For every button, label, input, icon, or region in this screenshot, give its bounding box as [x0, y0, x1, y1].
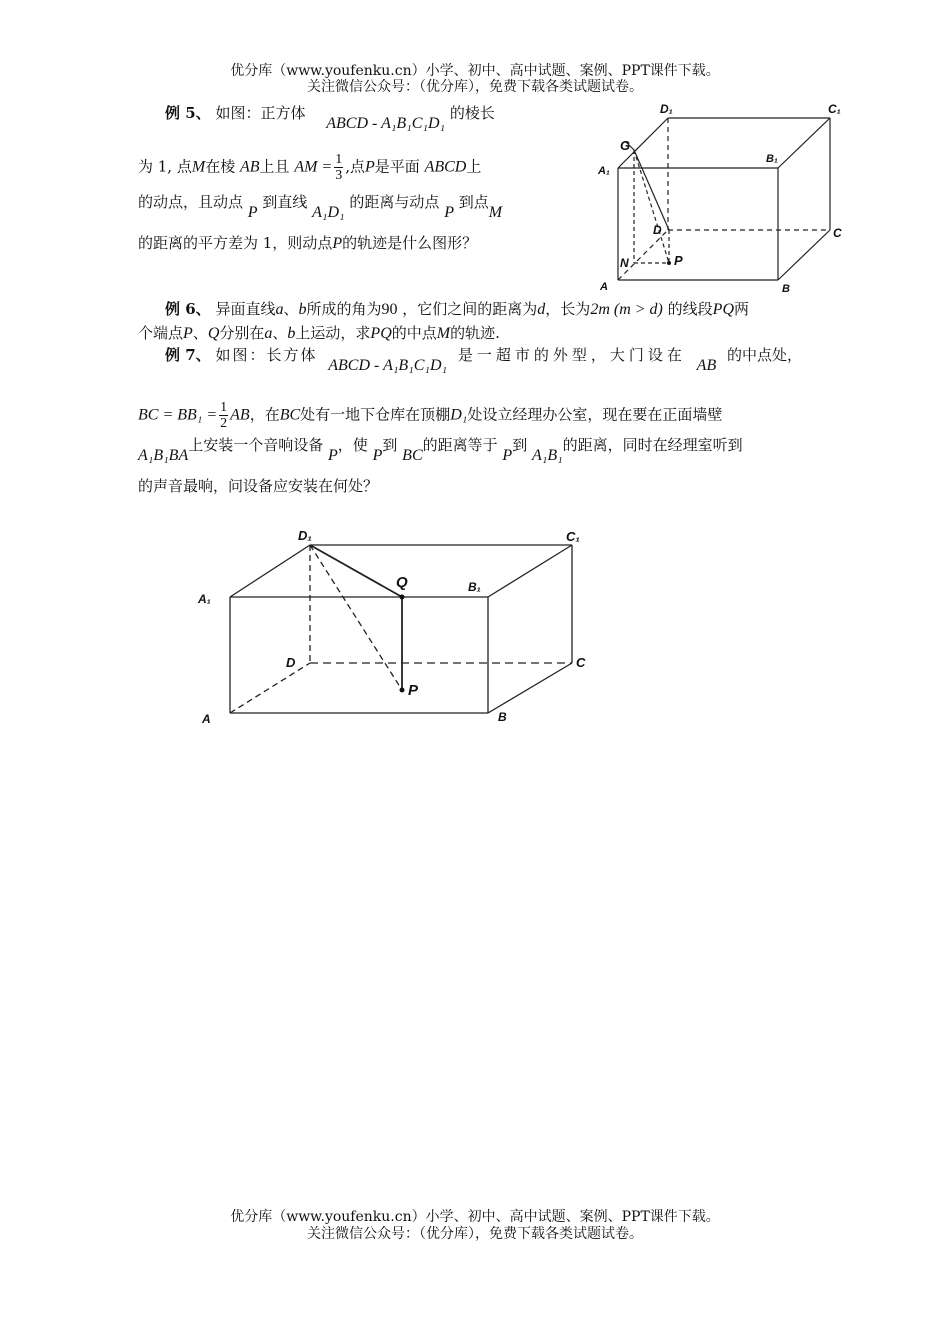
ex7-line1: 例 7、 如图：长方体 ABCD - A₁B₁C₁D₁ 是一超市的外型，大门设在 AB 的中点处，: [165, 346, 803, 374]
page-footer-line1: 优分库（www.youfenku.cn）小学、初中、高中试题、案例、PPT课件下载。: [230, 1209, 720, 1225]
label-C: C: [833, 226, 842, 240]
label-Q: Q: [396, 574, 408, 591]
label-P: P: [674, 253, 683, 268]
label-B1: B₁: [766, 153, 778, 165]
ex6-label: 例 6、: [165, 300, 211, 318]
label-A: A: [600, 281, 608, 293]
ex6-line1: 例 6、 异面直线a、b所成的角为90 ，它们之间的距离为d，长为2m (m > d) 的线段PQ两: [165, 300, 750, 318]
page-header-line2: 关注微信公众号：（优分库），免费下载各类试题试卷。: [307, 79, 643, 95]
label-A1: A₁: [598, 165, 610, 177]
label-D1: D₁: [660, 102, 673, 116]
page-header-line1: 优分库（www.youfenku.cn）小学、初中、高中试题、案例、PPT课件下载。: [230, 63, 720, 79]
label-B: B: [498, 710, 507, 724]
ex5-line1: 例 5、 如图：正方体 ABCD - A₁B₁C₁D₁ 的棱长: [165, 104, 495, 132]
point-q-marker: [400, 595, 405, 600]
fraction-one-third: $\frac{1}{3}$: [335, 152, 343, 183]
fraction-one-half: $\frac{1}{2}$: [220, 400, 228, 431]
label-G: G: [620, 138, 631, 153]
ex7-label: 例 7、: [165, 346, 211, 364]
label-D: D: [653, 223, 662, 237]
label-B: B: [782, 283, 790, 295]
ex5-label: 例 5、: [165, 104, 211, 122]
point-p-marker: [667, 261, 671, 265]
label-N: N: [620, 256, 629, 270]
ex5-line4: 的距离的平方差为 1，则动点P的轨迹是什么图形？: [138, 234, 478, 252]
label-C: C: [576, 655, 586, 670]
page-footer-line2: 关注微信公众号：（优分库），免费下载各类试题试卷。: [307, 1226, 643, 1242]
ex7-line2: BC = BB₁ = $\frac{1}{2}$ AB，在BC处有一地下仓库在顶棚D₁处设立经理办公室，现在要在正面墙壁: [138, 400, 723, 431]
label-C1: C₁: [566, 529, 580, 544]
label-A1: A₁: [198, 592, 211, 606]
prism-figure-ex7: [190, 525, 610, 735]
ex5-cube-name: ABCD - A₁B₁C₁D₁: [326, 115, 446, 132]
ex7-line3: A₁B₁BA上安装一个音响设备 P，使 P到 BC的距离等于 P到 A₁B₁的距离，同时在经理室听到: [138, 436, 743, 464]
label-D: D: [286, 655, 296, 670]
ex5-line3: 的动点，且动点 P 到直线 A₁D₁ 的距离与动点 P 到点M: [138, 193, 503, 221]
ex6-line2: 个端点P、Q分别在a、b上运动，求PQ的中点M的轨迹.: [138, 324, 500, 342]
label-A: A: [202, 712, 211, 726]
ex7-line4: 的声音最响，问设备应安装在何处？: [138, 477, 379, 495]
label-C1: C₁: [828, 102, 841, 116]
label-P: P: [408, 682, 419, 699]
label-D1: D₁: [298, 528, 312, 543]
ex5-line2: 为 1, 点M在棱 AB上且 AM = $\frac{1}{3}$ ,点P是平面 ABCD上: [138, 152, 482, 183]
point-p-marker: [400, 688, 405, 693]
label-B1: B₁: [468, 580, 481, 594]
cube-figure-ex5: [590, 100, 850, 300]
